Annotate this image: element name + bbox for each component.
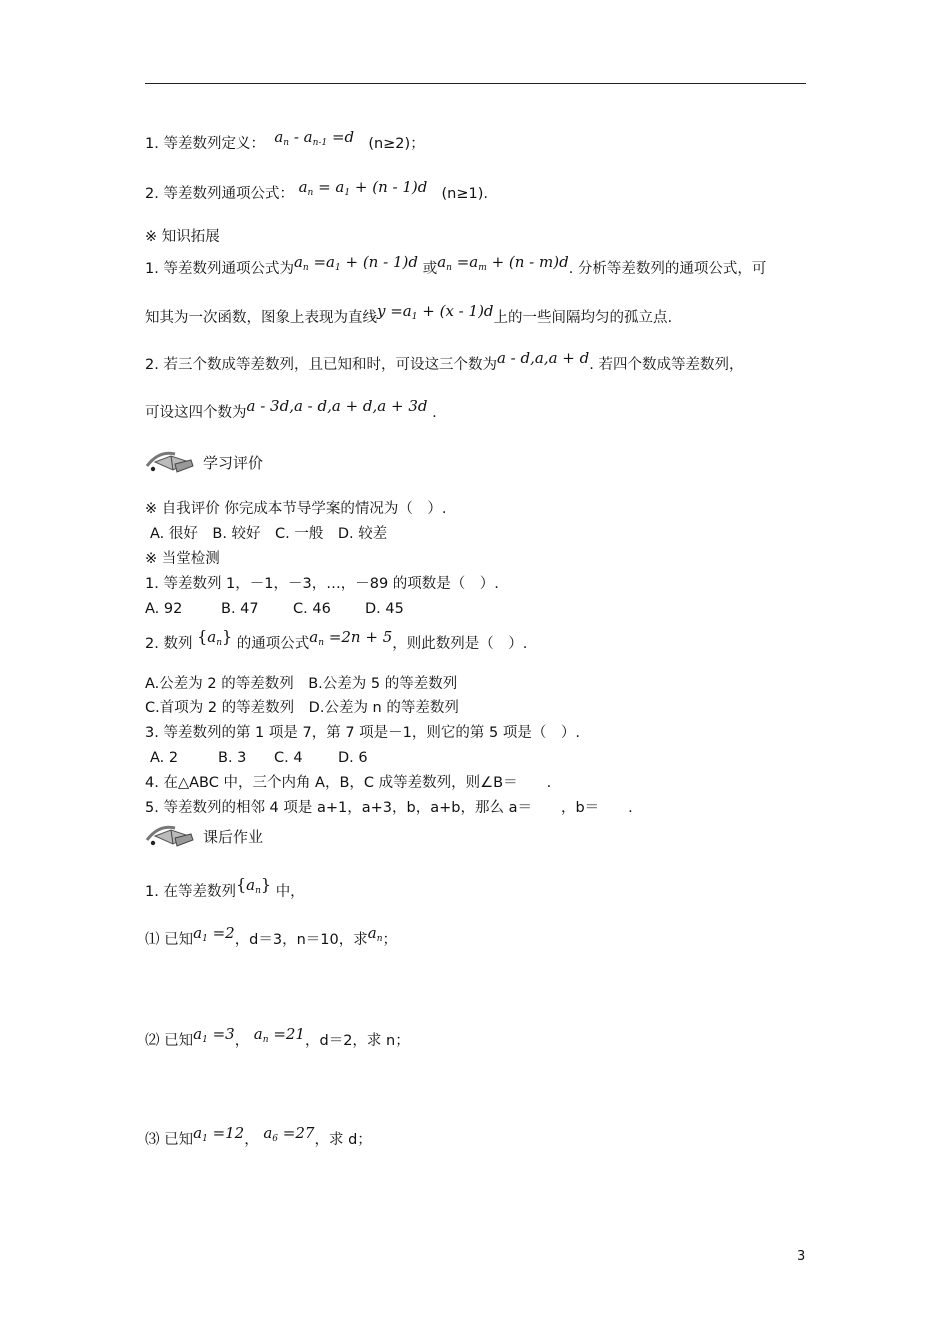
- extension-header: ※ 知识拓展: [145, 229, 220, 245]
- homework-part-3: ⑶ 已知$a_1 =12$， $a_6 =27$，求 d；: [145, 1124, 372, 1148]
- formula-three-terms: a - d,a,a + d: [496, 349, 590, 367]
- self-evaluation-options: A. 很好 B. 较好 C. 一般 D. 较差: [150, 526, 388, 542]
- question-2-options-ab: A.公差为 2 的等差数列 B.公差为 5 的等差数列: [145, 676, 458, 692]
- question-5: 5. 等差数列的相邻 4 项是 a+1，a+3，b，a+b，那么 a＝ ，b＝ .: [145, 800, 633, 816]
- formula-an-21: $a_n =21$: [253, 1025, 305, 1045]
- formula-sequence-an: $\{a_n\}$: [235, 875, 272, 896]
- definition-line-2: 2. 等差数列通项公式： $a_n = a_1 + (n - 1)d$ (n≥1).: [145, 178, 488, 202]
- question-1-options: A. 92 B. 47 C. 46 D. 45: [145, 601, 404, 617]
- header-rule: [145, 83, 806, 84]
- extension-item-2: 2. 若三个数成等差数列，且已知和时，可设这三个数为a - d,a,a + d. 若四个数成等差数列，: [145, 349, 744, 373]
- book-icon: [145, 448, 197, 474]
- question-2-options-cd: C.首项为 2 的等差数列 D.公差为 n 的等差数列: [145, 700, 459, 716]
- question-3-options: A. 2 B. 3 C. 4 D. 6: [150, 750, 368, 766]
- extension-item-1: 1. 等差数列通项公式为$a_n =a_1 + (n - 1)d$ 或$a_n =a_m + (n - m)d$. 分析等差数列的通项公式，可: [145, 253, 767, 277]
- homework-part-2: ⑵ 已知$a_1 =3$， $a_n =21$，d＝2，求 n；: [145, 1025, 410, 1049]
- formula-a1-3: $a_1 =3$: [193, 1025, 235, 1045]
- question-2: 2. 数列 $\{a_n\}$ 的通项公式$a_n =2n + 5$，则此数列是（ ）.: [145, 627, 528, 652]
- extension-item-1-cont: 知其为一次函数，图象上表现为直线$y =a_1 + (x - 1)d$上的一些间隔均匀的孤立点.: [145, 302, 673, 326]
- formula-general-term: $a_n = a_1 + (n - 1)d$: [298, 178, 437, 198]
- formula-a1-2: $a_1 =2$: [193, 924, 235, 944]
- formula-an: $a_n$: [367, 924, 383, 944]
- formula-general-term-b: $a_n =a_m + (n - m)d$: [437, 253, 569, 273]
- book-icon: [145, 822, 197, 848]
- formula-difference: $a_n - a_{n-1} =d$: [269, 128, 364, 148]
- self-evaluation: ※ 自我评价 你完成本节导学案的情况为（ ）.: [145, 501, 447, 517]
- formula-a1-12: $a_1 =12$: [193, 1124, 245, 1144]
- page-number: 3: [797, 1249, 806, 1264]
- formula-general-term-a: $a_n =a_1 + (n - 1)d$: [293, 253, 423, 273]
- formula-an-2n5: $a_n =2n + 5$: [309, 628, 393, 648]
- test-header: ※ 当堂检测: [145, 551, 220, 567]
- question-1: 1. 等差数列 1，－1，－3，…，－89 的项数是（ ）.: [145, 576, 499, 592]
- definition-line-1: 1. 等差数列定义： $a_n - a_{n-1} =d$ (n≥2)；: [145, 128, 425, 152]
- homework-intro: 1. 在等差数列$\{a_n\}$ 中，: [145, 875, 305, 900]
- homework-part-1: ⑴ 已知$a_1 =2$，d＝3，n＝10，求$a_n$；: [145, 924, 398, 948]
- extension-item-2-cont: 可设这四个数为a - 3d,a - d,a + d,a + 3d .: [145, 397, 437, 421]
- formula-line: $y =a_1 + (x - 1)d$: [377, 302, 494, 322]
- formula-a6-27: $a_6 =27$: [263, 1124, 315, 1144]
- question-3: 3. 等差数列的第 1 项是 7，第 7 项是－1，则它的第 5 项是（ ）.: [145, 725, 580, 741]
- question-4: 4. 在△ABC 中，三个内角 A，B，C 成等差数列，则∠B＝ .: [145, 775, 552, 791]
- formula-four-terms: a - 3d,a - d,a + d,a + 3d: [246, 397, 428, 415]
- formula-sequence-an: $\{a_n\}$: [197, 627, 233, 648]
